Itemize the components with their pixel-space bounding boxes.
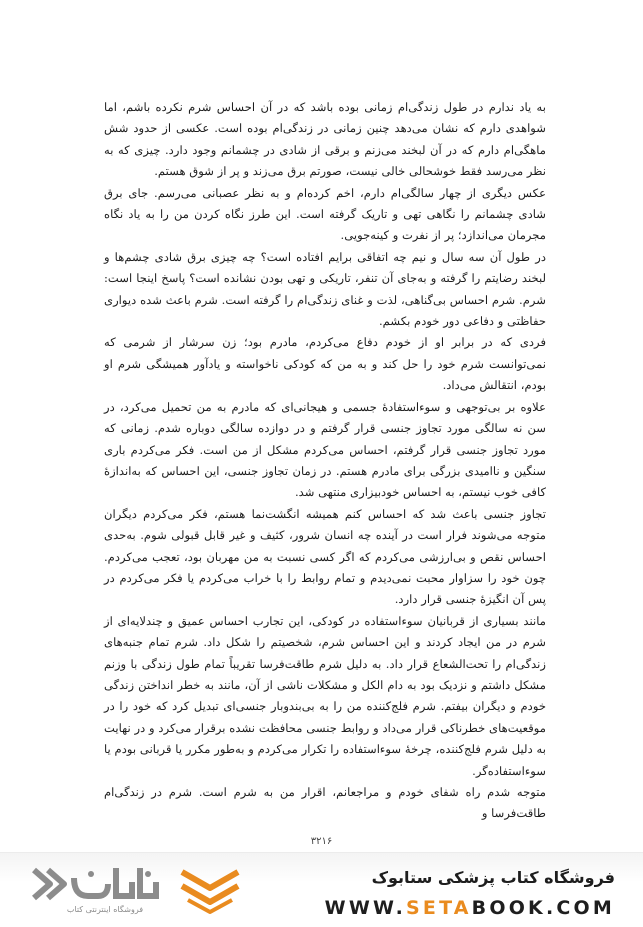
url-accent: SETA xyxy=(406,897,472,919)
paragraph: فردی که در برابر او از خودم دفاع می‌کردم، مادرم بود؛ زن سرشار از شرمی که نمی‌توانست شرم خود را حل کند و به من که کودکی ناخواسته و یادآور همیشگی شرم او بودم، انتقالش می‌داد. xyxy=(104,335,546,393)
paragraph: در طول آن سه سال و نیم چه اتفاقی برایم افتاده است؟ چه چیزی برق شادی چشم‌ها و لبخند رضایتم را گرفته و به‌جای آن تنفر، تاریکی و تهی بودن نشانده است؟ پاسخ اینجا است: شرم. شرم احساس بی‌گناهی، لذت و غنای زندگی‌ام را گرفته است. شرم باعث شده دیواری حفاظتی و دفاعی دور خودم بکشم. xyxy=(104,249,546,329)
url-suffix: BOOK.COM xyxy=(471,897,615,919)
store-url[interactable] xyxy=(325,897,615,919)
paragraph: به یاد ندارم در طول زندگی‌ام زمانی بوده باشد که در آن احساس شرم نکرده باشم، اما شواهدی دارم که نشان می‌دهد چنین زمانی در زندگی‌ام بوده است. عکسی از حدود شش ماهگی‌ام دارم که در آن لبخند می‌زنم و برقی از شادی در چشمانم وجود دارد. چیزی که به نظر می‌رسد فقط خوشحالی خالی نیست، صورتم برق می‌زند و پر از شوق هستم. xyxy=(104,100,546,179)
page-number: ۳۲۱۶ xyxy=(310,836,333,847)
book-logo-icon xyxy=(178,864,242,914)
paragraph: علاوه بر بی‌توجهی و سوءاستفادهٔ جسمی و هیجانی‌ای که مادرم به من تحمیل می‌کرد، در سن نه سالگی مورد تجاوز جنسی قرار گرفتم و در دوازده سالگی دوباره شدم. زمانی که مورد تجاوز جنسی قرار گرفتم، احساس می‌کردم مشکل از من است. فکر می‌کردم باری سنگین و ناامیدی بزرگی برای مادرم هستم. در زمان تجاوز جنسی، این احساس که به‌اندازهٔ کافی خوب نیستم، به احساس خودبیزاری منتهی شد. xyxy=(104,399,546,500)
paragraph: متوجه شدم راه شفای خودم و مراجعانم، اقرار من به شرم است. شرم در زندگی‌ام طاقت‌فرسا و xyxy=(104,785,546,821)
body-text xyxy=(104,97,546,825)
store-name: فروشگاه کتاب پزشکی ستابوک xyxy=(371,868,615,887)
paragraph: مانند بسیاری از قربانیان سوءاستفاده در کودکی، این تجارب احساس عمیق و چندلایه‌ای از شرم در من ایجاد کردند و این احساس شرم، شخصیتم را شکل داد. شرم تمام جنبه‌های زندگی‌ام را تحت‌الشعاع قرار داد. به دلیل شرم طاقت‌فرسا تقریباً تمام طول زندگی با وزنم مشکل داشتم و نزدیک بود به دام الکل و مشکلات ناشی از آن، مانند به خطر انداختن زندگی خودم و دیگران بیفتم. شرم فلج‌کننده من را به بی‌بندوبار جنسی‌ای تبدیل کرد که خود را در موقعیت‌های خطرناکی قرار می‌داد و روابط جنسی محافظت نشده برقرار می‌کرد و در نهایت به دلیل شرم فلج‌کننده، چرخهٔ سوءاستفاده را تکرار می‌کردم و به‌طور مکرر یا قربانی بودم یا سوءاستفاده‌گر. xyxy=(104,613,546,778)
paragraph: عکس دیگری از چهار سالگی‌ام دارم، اخم کرده‌ام و به نظر عصبانی می‌رسم. جای برق شادی چشمانم را نگاهی تهی و تاریک گرفته است. این طرز نگاه کردن من را به یاد نگاه مجرمان می‌اندازد؛ پر از نفرت و کینه‌جویی. xyxy=(104,185,546,243)
url-prefix: WWW. xyxy=(324,897,406,919)
logo-tagline: فروشگاه اینترنتی کتاب xyxy=(66,905,144,914)
paragraph: تجاوز جنسی باعث شد که احساس کنم همیشه انگشت‌نما هستم، فکر می‌کردم دیگران متوجه می‌شوند فرار است در آینده چه انسان شرور، کثیف و غیر قابل قبولی شوم. به‌حدی احساس نقص و بی‌ارزشی می‌کردم که اگر کسی نسبت به من مهربان بود، تعجب می‌کردم. چون خود را سزاوار محبت نمی‌دیدم و تمام روابط را با خراب می‌کردم یا فکر می‌کردم در پس آن انگیزهٔ جنسی قرار دارد. xyxy=(104,506,546,607)
